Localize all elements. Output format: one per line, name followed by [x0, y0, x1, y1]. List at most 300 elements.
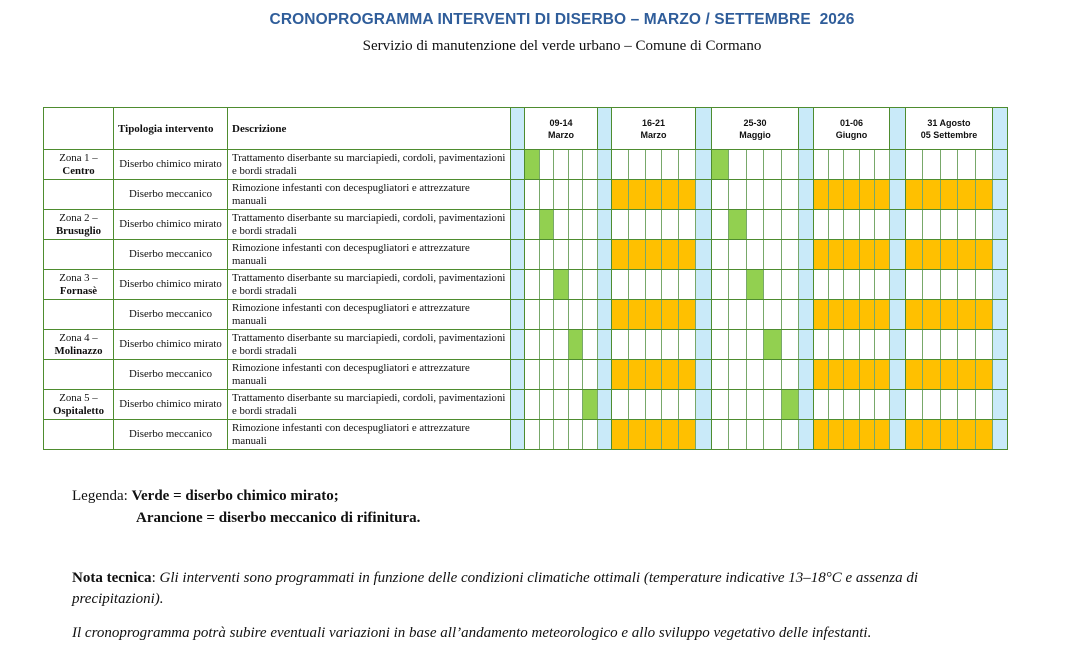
schedule-cell-mechanical — [958, 420, 975, 450]
schedule-cell-empty — [746, 300, 763, 330]
separator-cell — [799, 240, 814, 270]
intervention-description: Rimozione infestanti con decespugliatori e attrezzature manuali — [228, 240, 511, 270]
separator-cell — [511, 420, 525, 450]
schedule-cell-empty — [746, 390, 763, 420]
schedule-cell-empty — [958, 210, 975, 240]
header-zone — [44, 108, 114, 150]
separator-cell — [598, 420, 612, 450]
schedule-cell-empty — [975, 210, 992, 240]
separator-cell — [889, 150, 905, 180]
schedule-cell-empty — [583, 180, 598, 210]
schedule-cell-empty — [525, 240, 540, 270]
period-dates: 31 Agosto — [927, 117, 971, 128]
separator-cell — [799, 270, 814, 300]
schedule-cell-mechanical — [958, 180, 975, 210]
schedule-cell-mechanical — [829, 360, 844, 390]
table-header-row — [44, 108, 1008, 150]
schedule-cell-empty — [829, 330, 844, 360]
schedule-cell-mechanical — [844, 240, 859, 270]
schedule-cell-empty — [829, 390, 844, 420]
schedule-cell-mechanical — [612, 420, 629, 450]
schedule-cell-empty — [958, 330, 975, 360]
intervention-type: Diserbo meccanico — [114, 180, 228, 210]
zone-name: Fornasè — [59, 284, 98, 297]
schedule-cell-mechanical — [905, 180, 922, 210]
table-body — [44, 150, 1008, 450]
separator-cell — [992, 270, 1007, 300]
schedule-cell-mechanical — [923, 360, 940, 390]
schedule-cell-empty — [583, 210, 598, 240]
schedule-cell-mechanical — [905, 240, 922, 270]
technical-note — [72, 568, 982, 610]
schedule-cell-empty — [874, 330, 889, 360]
header-type: Tipologia intervento — [114, 108, 228, 150]
schedule-cell-mechanical — [679, 360, 696, 390]
intervention-type: Diserbo chimico mirato — [114, 390, 228, 420]
intervention-description: Trattamento diserbante su marciapiedi, cordoli, pavimentazioni e bordi stradali — [228, 210, 511, 240]
schedule-cell-empty — [781, 360, 798, 390]
period-header — [712, 108, 799, 150]
schedule-cell-empty — [539, 240, 554, 270]
separator-cell — [799, 150, 814, 180]
schedule-cell-empty — [612, 210, 629, 240]
schedule-cell-empty — [844, 270, 859, 300]
table-row — [44, 360, 1008, 390]
schedule-cell-empty — [729, 300, 746, 330]
schedule-cell-empty — [746, 150, 763, 180]
separator-cell — [696, 180, 712, 210]
schedule-cell-empty — [958, 150, 975, 180]
schedule-cell-mechanical — [612, 300, 629, 330]
schedule-cell-empty — [814, 210, 829, 240]
schedule-cell-empty — [554, 210, 569, 240]
technical-note-separator: : — [151, 570, 160, 586]
schedule-cell-empty — [729, 360, 746, 390]
table-row — [44, 390, 1008, 420]
separator-cell — [696, 270, 712, 300]
separator-cell — [696, 240, 712, 270]
schedule-cell-empty — [746, 420, 763, 450]
schedule-cell-empty — [568, 390, 583, 420]
schedule-cell-empty — [905, 270, 922, 300]
period-header — [525, 108, 598, 150]
schedule-cell-mechanical — [814, 300, 829, 330]
zone-cell — [44, 360, 114, 390]
schedule-cell-mechanical — [940, 420, 957, 450]
separator-cell — [889, 210, 905, 240]
schedule-cell-empty — [729, 180, 746, 210]
schedule-cell-mechanical — [859, 300, 874, 330]
period-dates: 09-14 — [549, 117, 573, 128]
schedule-cell-empty — [568, 210, 583, 240]
separator-cell — [598, 330, 612, 360]
table-row — [44, 270, 1008, 300]
schedule-cell-empty — [923, 150, 940, 180]
period-dates: 25-30 — [743, 117, 767, 128]
zone-number: Zona 5 – — [59, 392, 98, 404]
schedule-cell-mechanical — [679, 180, 696, 210]
schedule-cell-empty — [712, 300, 729, 330]
separator-column — [511, 108, 525, 150]
schedule-cell-empty — [645, 150, 662, 180]
schedule-cell-empty — [583, 240, 598, 270]
schedule-cell-empty — [729, 420, 746, 450]
schedule-cell-chemical — [712, 150, 729, 180]
schedule-cell-empty — [662, 270, 679, 300]
schedule-cell-empty — [746, 210, 763, 240]
zone-cell — [44, 390, 114, 420]
schedule-cell-chemical — [554, 270, 569, 300]
schedule-cell-mechanical — [958, 240, 975, 270]
table-row — [44, 150, 1008, 180]
technical-note-label: Nota tecnica — [72, 570, 152, 586]
schedule-cell-empty — [628, 390, 645, 420]
schedule-cell-empty — [628, 150, 645, 180]
schedule-cell-empty — [905, 390, 922, 420]
schedule-cell-mechanical — [814, 180, 829, 210]
intervention-description: Trattamento diserbante su marciapiedi, cordoli, pavimentazioni e bordi stradali — [228, 330, 511, 360]
schedule-cell-empty — [746, 240, 763, 270]
schedule-cell-empty — [923, 330, 940, 360]
schedule-cell-empty — [583, 150, 598, 180]
schedule-cell-empty — [525, 360, 540, 390]
zone-cell — [44, 150, 114, 180]
intervention-type: Diserbo chimico mirato — [114, 150, 228, 180]
schedule-cell-mechanical — [612, 360, 629, 390]
schedule-cell-mechanical — [814, 420, 829, 450]
table-row — [44, 240, 1008, 270]
schedule-cell-empty — [539, 180, 554, 210]
period-header — [814, 108, 890, 150]
schedule-cell-mechanical — [940, 360, 957, 390]
schedule-cell-chemical — [568, 330, 583, 360]
schedule-cell-mechanical — [662, 420, 679, 450]
table-row — [44, 420, 1008, 450]
schedule-cell-empty — [568, 150, 583, 180]
schedule-cell-empty — [712, 330, 729, 360]
separator-cell — [598, 210, 612, 240]
schedule-cell-mechanical — [940, 180, 957, 210]
page-title: CRONOPROGRAMMA INTERVENTI DI DISERBO – MARZO / SETTEMBRE 2026 — [269, 11, 855, 28]
intervention-type: Diserbo meccanico — [114, 360, 228, 390]
schedule-cell-empty — [814, 390, 829, 420]
schedule-cell-empty — [525, 390, 540, 420]
schedule-cell-empty — [628, 270, 645, 300]
schedule-cell-empty — [859, 390, 874, 420]
schedule-cell-empty — [874, 390, 889, 420]
separator-cell — [992, 180, 1007, 210]
zone-number: Zona 2 – — [59, 212, 98, 224]
separator-cell — [889, 390, 905, 420]
schedule-cell-mechanical — [645, 300, 662, 330]
legend-orange: Arancione = diserbo meccanico di rifinitura. — [136, 510, 421, 526]
schedule-cell-mechanical — [859, 360, 874, 390]
schedule-cell-empty — [712, 390, 729, 420]
intervention-description: Trattamento diserbante su marciapiedi, cordoli, pavimentazioni e bordi stradali — [228, 270, 511, 300]
schedule-cell-empty — [844, 330, 859, 360]
schedule-cell-mechanical — [844, 360, 859, 390]
schedule-cell-empty — [829, 150, 844, 180]
schedule-cell-empty — [844, 210, 859, 240]
schedule-cell-empty — [645, 390, 662, 420]
separator-cell — [992, 360, 1007, 390]
schedule-cell-empty — [729, 330, 746, 360]
schedule-cell-empty — [679, 270, 696, 300]
schedule-cell-empty — [729, 390, 746, 420]
schedule-cell-empty — [525, 270, 540, 300]
schedule-cell-empty — [662, 210, 679, 240]
schedule-cell-empty — [746, 180, 763, 210]
schedule-cell-empty — [539, 330, 554, 360]
intervention-type: Diserbo chimico mirato — [114, 330, 228, 360]
intervention-type: Diserbo chimico mirato — [114, 270, 228, 300]
schedule-cell-chemical — [539, 210, 554, 240]
schedule-cell-mechanical — [923, 300, 940, 330]
schedule-cell-mechanical — [662, 300, 679, 330]
intervention-description: Rimozione infestanti con decespugliatori e attrezzature manuali — [228, 360, 511, 390]
schedule-cell-empty — [814, 150, 829, 180]
separator-cell — [598, 150, 612, 180]
separator-cell — [889, 270, 905, 300]
separator-cell — [889, 360, 905, 390]
separator-cell — [696, 360, 712, 390]
schedule-cell-empty — [940, 270, 957, 300]
schedule-cell-empty — [975, 150, 992, 180]
schedule-cell-empty — [568, 270, 583, 300]
schedule-cell-empty — [679, 150, 696, 180]
separator-cell — [511, 300, 525, 330]
schedule-cell-chemical — [746, 270, 763, 300]
schedule-cell-mechanical — [844, 300, 859, 330]
schedule-cell-mechanical — [940, 300, 957, 330]
legend — [72, 485, 421, 526]
schedule-cell-empty — [612, 390, 629, 420]
table-row — [44, 330, 1008, 360]
table-row — [44, 300, 1008, 330]
legend-label: Legenda: — [72, 488, 132, 504]
separator-cell — [696, 420, 712, 450]
schedule-cell-chemical — [729, 210, 746, 240]
page-subtitle: Servizio di manutenzione del verde urbano – Comune di Cormano — [362, 38, 762, 54]
intervention-description: Rimozione infestanti con decespugliatori e attrezzature manuali — [228, 300, 511, 330]
header-description: Descrizione — [228, 108, 511, 150]
schedule-cell-mechanical — [975, 420, 992, 450]
schedule-cell-mechanical — [905, 420, 922, 450]
separator-column — [598, 108, 612, 150]
technical-note-text: Gli interventi sono programmati in funzione delle condizioni climatiche ottimali (temperature indicative 13–18°C e assenza di precipitazioni). — [72, 570, 919, 607]
schedule-table — [43, 107, 1008, 450]
separator-cell — [696, 210, 712, 240]
schedule-cell-empty — [662, 330, 679, 360]
schedule-cell-mechanical — [628, 420, 645, 450]
separator-cell — [992, 300, 1007, 330]
schedule-cell-empty — [781, 300, 798, 330]
schedule-cell-empty — [764, 210, 781, 240]
table-row — [44, 210, 1008, 240]
schedule-cell-mechanical — [679, 240, 696, 270]
separator-cell — [696, 330, 712, 360]
schedule-cell-mechanical — [874, 360, 889, 390]
schedule-cell-mechanical — [662, 180, 679, 210]
zone-number: Zona 1 – — [59, 152, 98, 164]
schedule-cell-empty — [539, 300, 554, 330]
schedule-cell-empty — [958, 270, 975, 300]
schedule-cell-empty — [645, 270, 662, 300]
period-month: 05 Settembre — [920, 129, 978, 140]
schedule-cell-empty — [712, 270, 729, 300]
zone-cell — [44, 180, 114, 210]
schedule-cell-empty — [525, 420, 540, 450]
schedule-cell-empty — [679, 390, 696, 420]
zone-name: Centro — [62, 164, 95, 177]
schedule-cell-empty — [679, 330, 696, 360]
schedule-cell-empty — [568, 360, 583, 390]
schedule-cell-empty — [764, 180, 781, 210]
schedule-cell-empty — [712, 420, 729, 450]
schedule-cell-empty — [844, 390, 859, 420]
schedule-cell-mechanical — [645, 180, 662, 210]
separator-cell — [799, 180, 814, 210]
separator-cell — [696, 300, 712, 330]
schedule-cell-empty — [583, 300, 598, 330]
schedule-cell-mechanical — [923, 240, 940, 270]
schedule-cell-empty — [764, 390, 781, 420]
schedule-cell-mechanical — [874, 180, 889, 210]
separator-column — [889, 108, 905, 150]
variation-note: Il cronoprogramma potrà subire eventuali variazioni in base all’andamento meteorologico e allo sviluppo vegetativo delle infestanti. — [72, 625, 872, 641]
schedule-cell-empty — [645, 210, 662, 240]
schedule-cell-empty — [554, 420, 569, 450]
schedule-cell-empty — [568, 240, 583, 270]
separator-cell — [598, 300, 612, 330]
schedule-cell-mechanical — [628, 240, 645, 270]
schedule-cell-mechanical — [905, 300, 922, 330]
schedule-cell-mechanical — [814, 360, 829, 390]
schedule-cell-empty — [628, 330, 645, 360]
zone-cell — [44, 420, 114, 450]
schedule-cell-empty — [679, 210, 696, 240]
schedule-cell-mechanical — [645, 240, 662, 270]
schedule-cell-empty — [764, 420, 781, 450]
schedule-cell-empty — [923, 390, 940, 420]
schedule-cell-mechanical — [679, 420, 696, 450]
separator-cell — [511, 150, 525, 180]
separator-cell — [889, 240, 905, 270]
schedule-cell-empty — [905, 150, 922, 180]
separator-cell — [696, 390, 712, 420]
schedule-cell-empty — [781, 210, 798, 240]
schedule-cell-empty — [525, 210, 540, 240]
schedule-cell-empty — [764, 300, 781, 330]
separator-cell — [799, 330, 814, 360]
schedule-cell-empty — [746, 330, 763, 360]
schedule-cell-mechanical — [612, 240, 629, 270]
intervention-description: Rimozione infestanti con decespugliatori e attrezzature manuali — [228, 180, 511, 210]
schedule-cell-empty — [874, 150, 889, 180]
schedule-cell-empty — [583, 270, 598, 300]
schedule-cell-empty — [729, 240, 746, 270]
schedule-cell-empty — [781, 330, 798, 360]
schedule-cell-mechanical — [628, 360, 645, 390]
schedule-cell-empty — [568, 180, 583, 210]
schedule-cell-empty — [554, 150, 569, 180]
period-month: Marzo — [548, 129, 575, 140]
intervention-description: Trattamento diserbante su marciapiedi, cordoli, pavimentazioni e bordi stradali — [228, 150, 511, 180]
schedule-cell-empty — [583, 360, 598, 390]
schedule-cell-chemical — [781, 390, 798, 420]
schedule-cell-empty — [539, 270, 554, 300]
schedule-cell-empty — [874, 210, 889, 240]
zone-name: Molinazzo — [54, 344, 103, 357]
schedule-cell-empty — [746, 360, 763, 390]
schedule-cell-empty — [923, 210, 940, 240]
schedule-cell-empty — [975, 390, 992, 420]
zone-cell — [44, 330, 114, 360]
schedule-cell-mechanical — [859, 180, 874, 210]
schedule-cell-mechanical — [940, 240, 957, 270]
schedule-cell-empty — [764, 150, 781, 180]
schedule-cell-empty — [554, 300, 569, 330]
separator-cell — [889, 420, 905, 450]
period-header — [905, 108, 992, 150]
separator-cell — [992, 210, 1007, 240]
schedule-cell-mechanical — [975, 180, 992, 210]
schedule-cell-empty — [764, 360, 781, 390]
period-dates: 01-06 — [839, 117, 864, 128]
zone-cell — [44, 240, 114, 270]
schedule-cell-empty — [712, 360, 729, 390]
schedule-cell-mechanical — [859, 420, 874, 450]
schedule-cell-chemical — [525, 150, 540, 180]
schedule-cell-empty — [874, 270, 889, 300]
schedule-cell-mechanical — [844, 180, 859, 210]
schedule-cell-chemical — [764, 330, 781, 360]
schedule-cell-empty — [568, 300, 583, 330]
schedule-cell-empty — [729, 270, 746, 300]
separator-cell — [598, 390, 612, 420]
schedule-cell-empty — [905, 330, 922, 360]
separator-cell — [511, 180, 525, 210]
separator-cell — [992, 330, 1007, 360]
schedule-cell-mechanical — [958, 360, 975, 390]
schedule-cell-empty — [729, 150, 746, 180]
schedule-cell-empty — [539, 390, 554, 420]
schedule-cell-empty — [612, 150, 629, 180]
schedule-cell-empty — [814, 330, 829, 360]
separator-cell — [696, 150, 712, 180]
period-dates: 16-21 — [642, 117, 666, 128]
separator-cell — [889, 330, 905, 360]
schedule-cell-mechanical — [814, 240, 829, 270]
separator-cell — [799, 390, 814, 420]
schedule-cell-mechanical — [645, 420, 662, 450]
schedule-cell-empty — [712, 180, 729, 210]
separator-column — [696, 108, 712, 150]
schedule-cell-empty — [525, 300, 540, 330]
schedule-cell-empty — [923, 270, 940, 300]
schedule-cell-empty — [554, 390, 569, 420]
schedule-cell-chemical — [583, 390, 598, 420]
separator-cell — [511, 210, 525, 240]
separator-cell — [511, 390, 525, 420]
schedule-cell-mechanical — [612, 180, 629, 210]
separator-cell — [799, 420, 814, 450]
table-row — [44, 180, 1008, 210]
schedule-cell-empty — [554, 180, 569, 210]
schedule-cell-mechanical — [829, 420, 844, 450]
schedule-cell-empty — [829, 270, 844, 300]
schedule-cell-empty — [539, 420, 554, 450]
